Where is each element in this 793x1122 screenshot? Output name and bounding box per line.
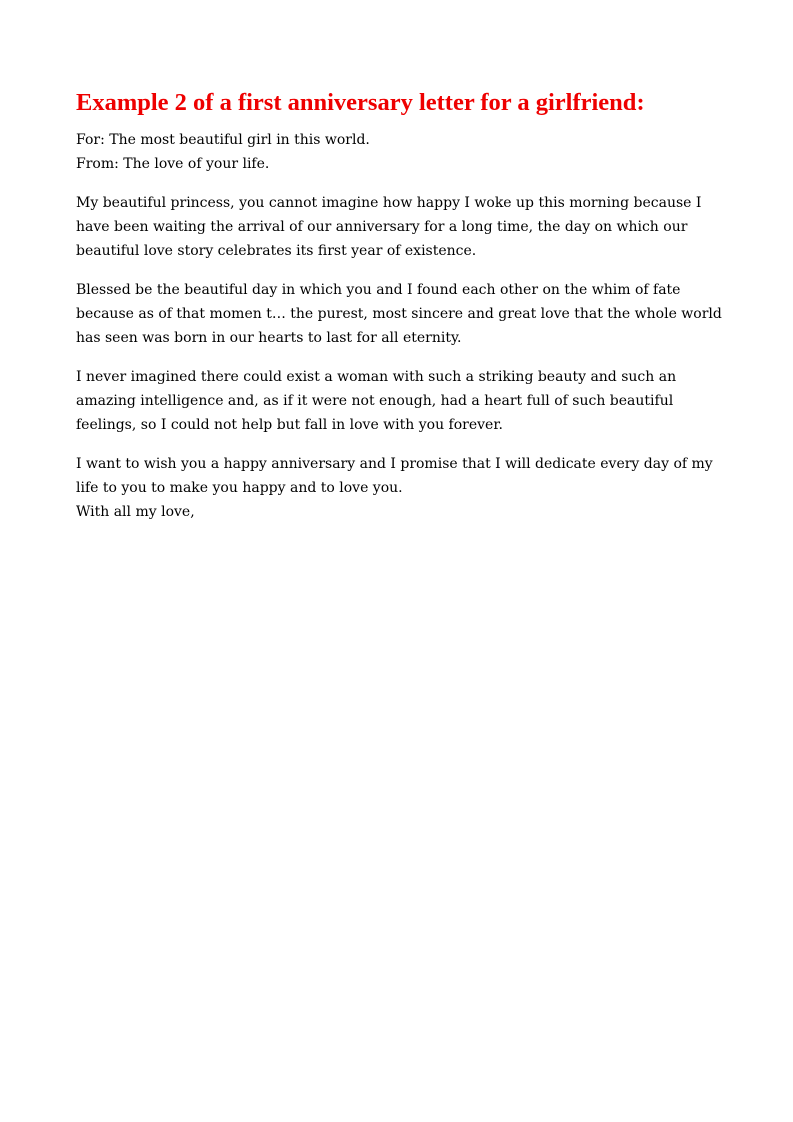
paragraph-line: amazing intelligence and, as if it were not enough, had a heart full of such beautiful (76, 393, 674, 409)
paragraph-3 (76, 365, 716, 437)
paragraph-4 (76, 452, 716, 524)
paragraph-line: My beautiful princess, you cannot imagine how happy I woke up this morning because I (76, 195, 702, 211)
paragraph-line: life to you to make you happy and to love you. (76, 480, 403, 496)
paragraph-line: I want to wish you a happy anniversary and I promise that I will dedicate every day of my (76, 456, 713, 472)
paragraph-line: has seen was born in our hearts to last for all eternity. (76, 330, 462, 346)
closing-line: With all my love, (76, 504, 195, 520)
recipient-line: For: The most beautiful girl in this world. (76, 132, 370, 148)
sender-line: From: The love of your life. (76, 156, 270, 172)
paragraph-line: Blessed be the beautiful day in which you and I found each other on the whim of fate (76, 282, 681, 298)
paragraph-1 (76, 191, 716, 263)
paragraph-line: feelings, so I could not help but fall in love with you forever. (76, 417, 503, 433)
paragraph-line: have been waiting the arrival of our anniversary for a long time, the day on which our (76, 219, 688, 235)
letter-page (76, 86, 722, 524)
paragraph-line: I never imagined there could exist a woman with such a striking beauty and such an (76, 369, 677, 385)
paragraph-2 (76, 278, 722, 350)
letter-title: Example 2 of a first anniversary letter for a girlfriend: (76, 89, 645, 116)
letter-header (76, 128, 716, 176)
paragraph-line: beautiful love story celebrates its first year of existence. (76, 243, 477, 259)
paragraph-line: because as of that momen t… the purest, most sincere and great love that the whole world (76, 306, 722, 322)
